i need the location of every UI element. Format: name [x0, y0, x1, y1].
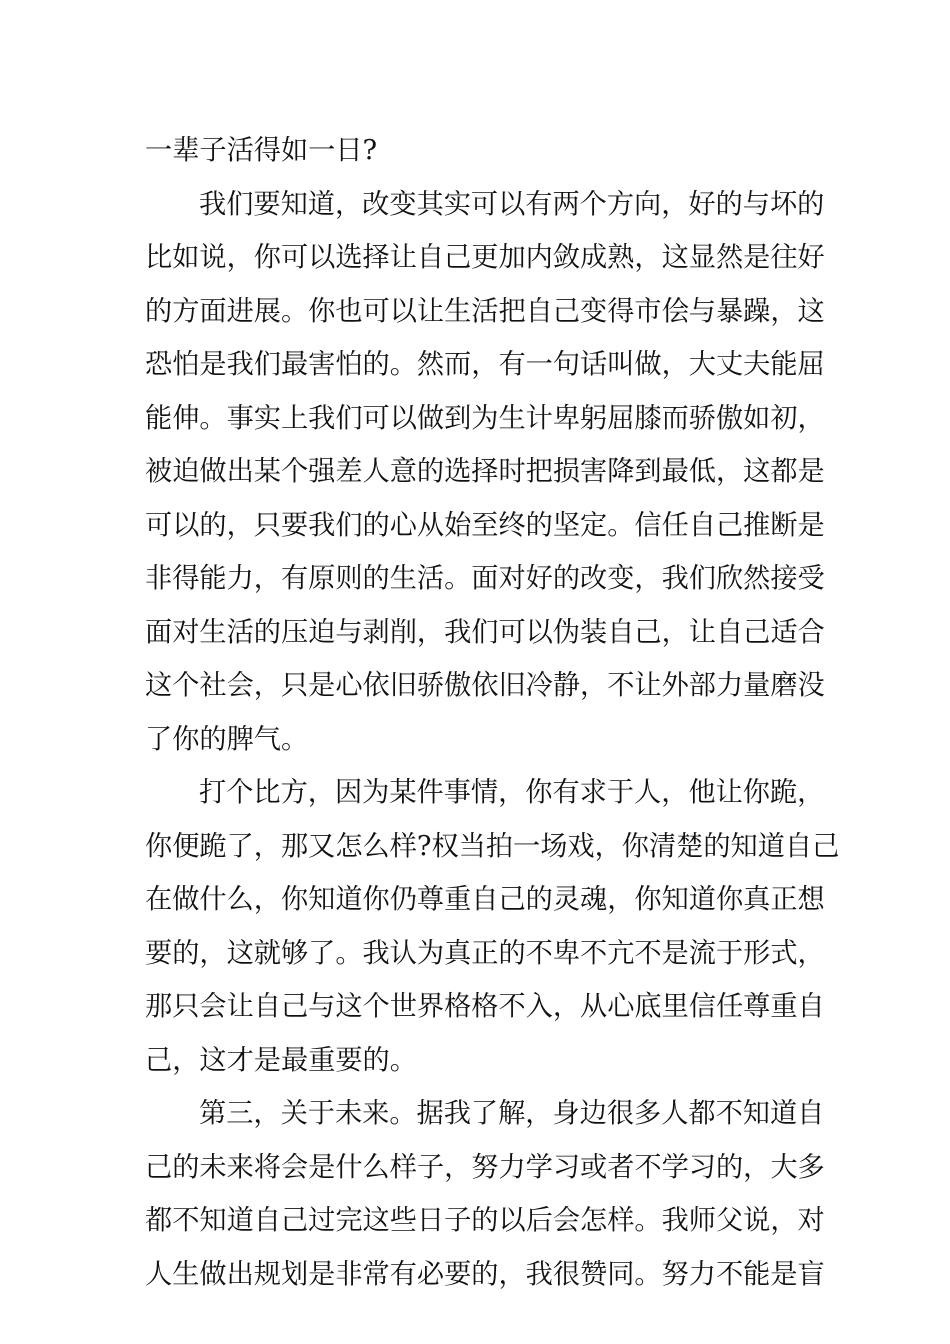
paragraph-first-line: 我们要知道，改变其实可以有两个方向，好的与坏的	[199, 188, 825, 220]
text-line: 恐怕是我们最害怕的。然而，有一句话叫做，大丈夫能屈	[145, 349, 825, 380]
text-line: 要的，这就够了。我认为真正的不卑不亢不是流于形式，	[145, 937, 825, 969]
text-line: 一辈子活得如一日?	[145, 135, 378, 166]
body-text	[145, 124, 840, 1301]
text-line: 这个社会，只是心依旧骄傲依旧冷静，不让外部力量磨没	[145, 670, 825, 701]
text-line: 己的未来将会是什么样子，努力学习或者不学习的，大多	[145, 1151, 825, 1183]
text-line: 了你的脾气。	[145, 723, 309, 755]
text-line: 被迫做出某个强差人意的选择时把损害降到最低，这都是	[145, 456, 825, 487]
text-line: 在做什么，你知道你仍尊重自己的灵魂，你知道你真正想	[145, 884, 825, 915]
text-line: 你便跪了，那又怎么样?权当拍一场戏，你清楚的知道自己	[145, 830, 840, 862]
text-line: 可以的，只要我们的心从始至终的坚定。信任自己推断是	[145, 509, 825, 541]
text-line: 面对生活的压迫与剥削，我们可以伪装自己，让自己适合	[145, 616, 825, 648]
paragraph-first-line: 打个比方，因为某件事情，你有求于人，他让你跪，	[199, 777, 825, 808]
text-line: 都不知道自己过完这些日子的以后会怎样。我师父说，对	[145, 1205, 825, 1236]
text-line: 那只会让自己与这个世界格格不入，从心底里信任尊重自	[145, 991, 825, 1022]
text-line: 己，这才是最重要的。	[145, 1044, 417, 1076]
paragraph-first-line: 第三，关于未来。据我了解，身边很多人都不知道自	[199, 1098, 825, 1129]
text-line: 比如说，你可以选择让自己更加内敛成熟，这显然是往好	[145, 242, 825, 273]
text-line: 的方面进展。你也可以让生活把自己变得市侩与暴躁，这	[145, 295, 825, 327]
text-line: 人生做出规划是非常有必要的，我很赞同。努力不能是盲	[145, 1258, 825, 1290]
text-line: 能伸。事实上我们可以做到为生计卑躬屈膝而骄傲如初，	[145, 402, 825, 434]
text-line: 非得能力，有原则的生活。面对好的改变，我们欣然接受	[145, 563, 825, 594]
